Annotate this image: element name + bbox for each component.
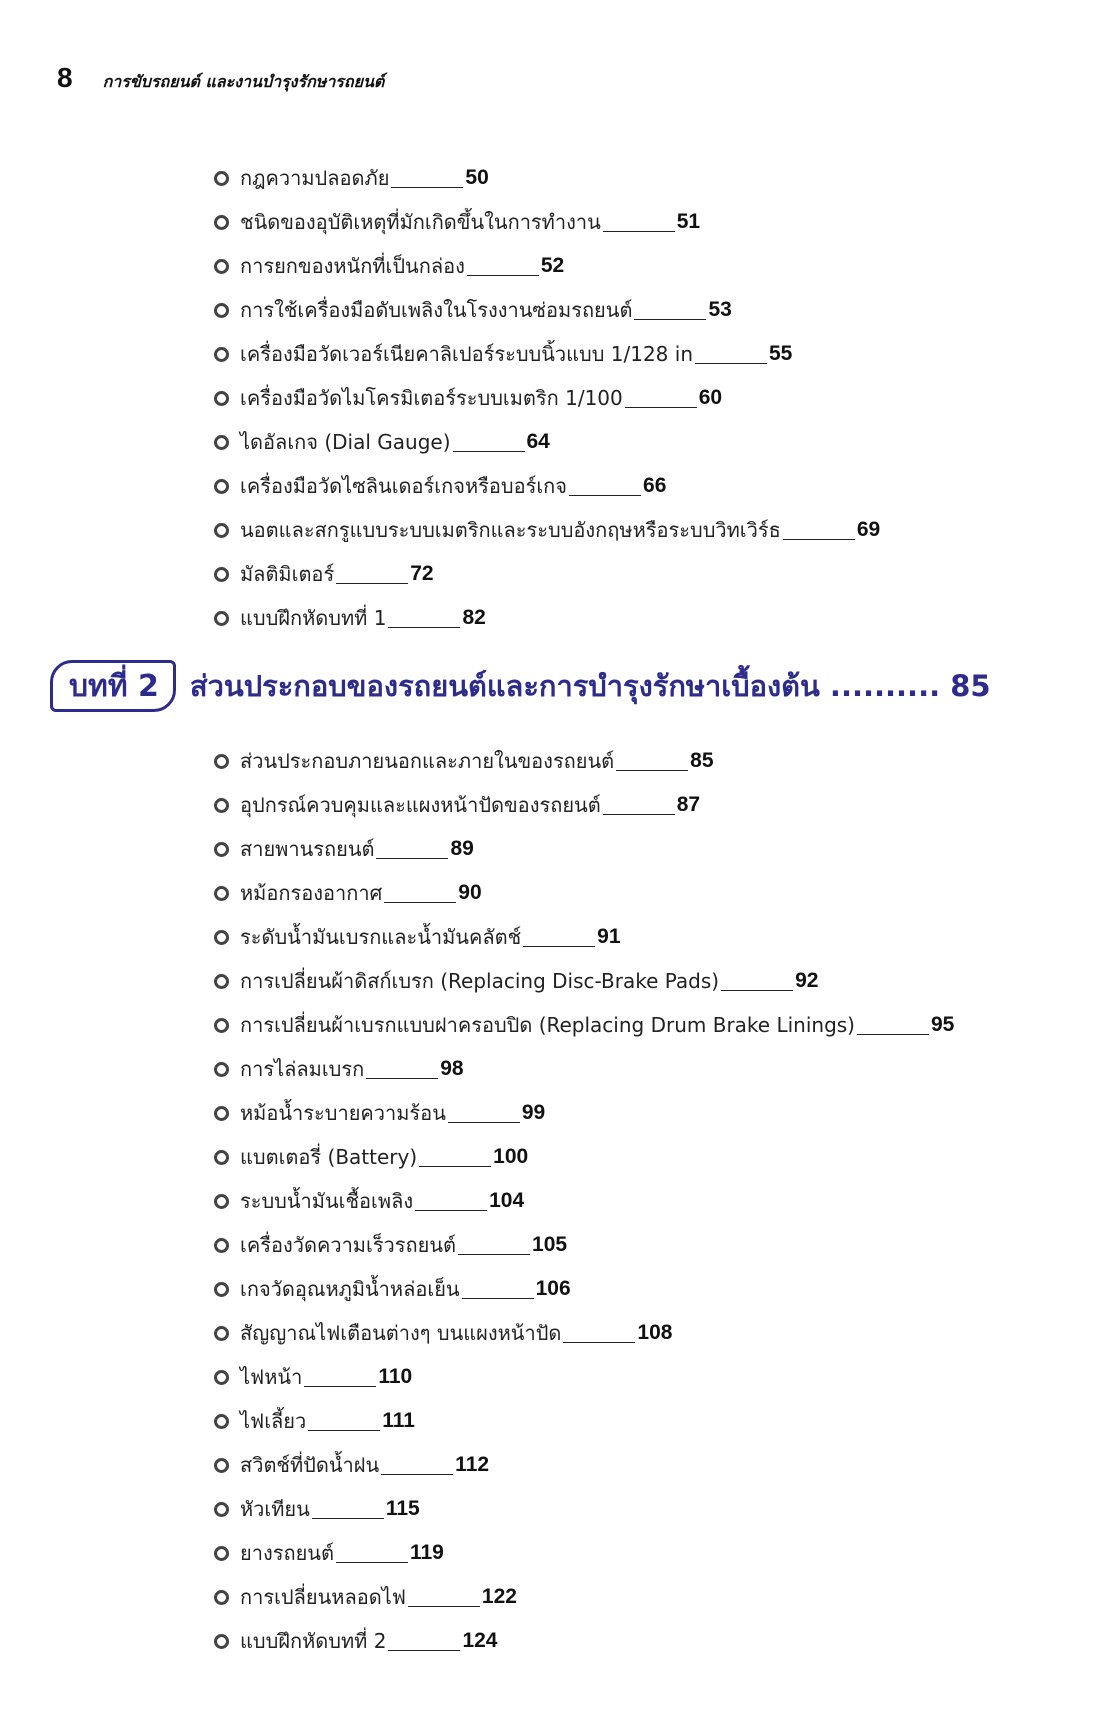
bullet-icon — [214, 1634, 229, 1649]
toc-entry-title: กฎความปลอดภัย — [240, 166, 390, 190]
bullet-icon — [214, 1326, 229, 1341]
bullet-icon — [214, 974, 229, 989]
toc-entry — [214, 244, 880, 288]
bullet-icon — [214, 1194, 229, 1209]
toc-entry-page: 55 — [769, 342, 793, 365]
page-header — [57, 62, 384, 95]
toc-entry — [214, 871, 954, 915]
toc-entry-page: 110 — [378, 1365, 413, 1388]
toc-entry-title: สายพานรถยนต์ — [240, 837, 375, 861]
bullet-icon — [214, 611, 229, 626]
leader-line — [695, 362, 767, 364]
bullet-icon — [214, 1546, 229, 1561]
chapter-title: ส่วนประกอบของรถยนต์และการบำรุงรักษาเบื้องต้น .......... 85 — [189, 669, 991, 703]
toc-entry — [214, 1003, 954, 1047]
toc-entry-page: 108 — [637, 1321, 673, 1344]
toc-entry-page: 115 — [385, 1497, 420, 1520]
toc-entry — [214, 827, 954, 871]
leader-line — [415, 1209, 487, 1211]
toc-entry — [214, 1311, 954, 1355]
toc-entry-title: ไดอัลเกจ (Dial Gauge) — [240, 430, 451, 454]
toc-entry-page: 82 — [462, 606, 486, 629]
leader-line — [603, 813, 675, 815]
bullet-icon — [214, 303, 229, 318]
toc-entry — [214, 1487, 954, 1531]
toc-entry-title: หม้อกรองอากาศ — [240, 881, 383, 905]
toc-entry — [214, 288, 880, 332]
toc-entry-title: ระบบน้ำมันเชื้อเพลิง — [240, 1189, 414, 1213]
toc-entry — [214, 1223, 954, 1267]
toc-entry-page: 60 — [698, 386, 723, 409]
leader-line — [462, 1297, 534, 1299]
toc-entry-page: 85 — [690, 749, 714, 772]
bullet-icon — [214, 886, 229, 901]
toc-entry — [214, 915, 954, 959]
toc-entry — [214, 739, 954, 783]
toc-entry-page: 66 — [643, 474, 667, 497]
leader-line — [458, 1253, 530, 1255]
leader-line — [304, 1385, 376, 1387]
bullet-icon — [214, 1062, 229, 1077]
leader-line — [408, 1605, 480, 1607]
running-title: การขับรถยนต์ และงานบำรุงรักษารถยนต์ — [102, 72, 385, 91]
chapter-two-heading — [50, 660, 991, 712]
bullet-icon — [214, 347, 229, 362]
toc-entry — [214, 200, 880, 244]
toc-entry-title: สวิตช์ที่ปัดน้ำฝน — [240, 1453, 380, 1477]
toc-entry — [214, 420, 880, 464]
bullet-icon — [214, 1238, 229, 1253]
chapter-one-list — [214, 156, 880, 640]
toc-entry-title: แบตเตอรี่ (Battery) — [240, 1145, 418, 1169]
toc-entry — [214, 959, 954, 1003]
toc-entry — [214, 156, 880, 200]
toc-entry-page: 124 — [462, 1629, 498, 1652]
toc-entry-title: การเปลี่ยนหลอดไฟ — [240, 1585, 406, 1609]
toc-entry-page: 53 — [708, 298, 732, 321]
leader-line — [625, 406, 697, 408]
toc-entry-page: 119 — [409, 1541, 444, 1564]
toc-entry — [214, 552, 880, 596]
bullet-icon — [214, 1018, 229, 1033]
leader-line — [376, 857, 448, 859]
toc-entry-title: แบบฝึกหัดบทที่ 1 — [240, 606, 387, 630]
chapter-two-list — [214, 739, 954, 1663]
toc-entry — [214, 1135, 954, 1179]
toc-entry — [214, 508, 880, 552]
leader-line — [857, 1033, 929, 1035]
toc-entry — [214, 1355, 954, 1399]
toc-entry-page: 89 — [450, 837, 474, 860]
toc-entry-page: 111 — [382, 1409, 415, 1432]
toc-entry — [214, 1619, 954, 1663]
toc-entry-page: 69 — [856, 518, 881, 541]
bullet-icon — [214, 523, 229, 538]
leader-line — [563, 1341, 635, 1343]
toc-entry-title: เกจวัดอุณหภูมิน้ำหล่อเย็น — [240, 1277, 460, 1301]
toc-entry-title: ชนิดของอุบัติเหตุที่มักเกิดขึ้นในการทำงาน — [240, 210, 601, 234]
toc-entry-page: 87 — [676, 793, 701, 816]
toc-entry-page: 51 — [676, 210, 701, 233]
bullet-icon — [214, 567, 229, 582]
toc-entry — [214, 1047, 954, 1091]
toc-entry-title: นอตและสกรูแบบระบบเมตริกและระบบอังกฤษหรือระบบวิทเวิร์ธ — [240, 518, 781, 542]
toc-entry-title: การเปลี่ยนผ้าดิสก์เบรก (Replacing Disc-Brake Pads) — [240, 969, 720, 993]
leader-line — [388, 1649, 460, 1651]
toc-entry-title: การใช้เครื่องมือดับเพลิงในโรงงานซ่อมรถยนต์ — [240, 298, 633, 322]
bullet-icon — [214, 1590, 229, 1605]
toc-entry-title: ระดับน้ำมันเบรกและน้ำมันคลัตช์ — [240, 925, 522, 949]
toc-entry-title: เครื่องมือวัดไมโครมิเตอร์ระบบเมตริก 1/100 — [240, 386, 623, 410]
leader-line — [616, 769, 688, 771]
bullet-icon — [214, 1150, 229, 1165]
toc-entry-title: สัญญาณไฟเตือนต่างๆ บนแผงหน้าปัด — [240, 1321, 562, 1345]
bullet-icon — [214, 171, 229, 186]
toc-entry-title: การยกของหนักที่เป็นกล่อง — [240, 254, 465, 278]
leader-line — [783, 538, 855, 540]
toc-entry-page: 99 — [521, 1101, 546, 1124]
leader-line — [308, 1429, 380, 1431]
toc-entry-page: 92 — [795, 969, 819, 992]
toc-entry — [214, 596, 880, 640]
bullet-icon — [214, 1282, 229, 1297]
toc-entry — [214, 376, 880, 420]
toc-entry-page: 100 — [493, 1145, 529, 1168]
leader-line — [453, 450, 525, 452]
toc-entry-title: แบบฝึกหัดบทที่ 2 — [240, 1629, 387, 1653]
toc-entry — [214, 783, 954, 827]
toc-entry-page: 64 — [526, 430, 550, 453]
bullet-icon — [214, 479, 229, 494]
toc-entry-title: เครื่องมือวัดเวอร์เนียคาลิเปอร์ระบบนิ้วแบบ 1/128 in — [240, 342, 693, 366]
toc-entry-page: 105 — [532, 1233, 568, 1256]
leader-line — [467, 274, 539, 276]
leader-line — [419, 1165, 491, 1167]
toc-entry-page: 90 — [458, 881, 482, 904]
toc-entry-title: อุปกรณ์ควบคุมและแผงหน้าปัดของรถยนต์ — [240, 793, 601, 817]
bullet-icon — [214, 435, 229, 450]
toc-entry — [214, 1179, 954, 1223]
bullet-icon — [214, 259, 229, 274]
toc-entry — [214, 1091, 954, 1135]
bullet-icon — [214, 754, 229, 769]
leader-line — [312, 1517, 384, 1519]
bullet-icon — [214, 1458, 229, 1473]
toc-entry — [214, 1267, 954, 1311]
leader-line — [336, 1561, 408, 1563]
toc-entry — [214, 1399, 954, 1443]
toc-entry — [214, 1531, 954, 1575]
toc-entry-page: 95 — [930, 1013, 955, 1036]
toc-entry-page: 72 — [410, 562, 434, 585]
leader-line — [634, 318, 706, 320]
toc-entry-page: 104 — [489, 1189, 525, 1212]
toc-entry-title: ไฟเลี้ยว — [240, 1409, 307, 1433]
toc-entry-title: มัลติมิเตอร์ — [240, 562, 335, 586]
bullet-icon — [214, 391, 229, 406]
toc-entry-title: ยางรถยนต์ — [240, 1541, 334, 1565]
leader-line — [336, 582, 408, 584]
leader-line — [448, 1121, 520, 1123]
toc-entry-title: หัวเทียน — [240, 1497, 310, 1521]
leader-line — [366, 1077, 438, 1079]
toc-entry-page: 91 — [597, 925, 621, 948]
toc-entry — [214, 464, 880, 508]
toc-entry-page: 122 — [481, 1585, 517, 1608]
leader-line — [523, 945, 595, 947]
bullet-icon — [214, 1106, 229, 1121]
toc-entry — [214, 332, 880, 376]
leader-line — [388, 626, 460, 628]
leader-line — [569, 494, 641, 496]
bullet-icon — [214, 215, 229, 230]
toc-entry-title: เครื่องวัดความเร็วรถยนต์ — [240, 1233, 457, 1257]
leader-line — [384, 901, 456, 903]
toc-entry — [214, 1575, 954, 1619]
bullet-icon — [214, 798, 229, 813]
chapter-badge: บทที่ 2 — [50, 660, 176, 712]
toc-entry-title: การไล่ลมเบรก — [240, 1057, 365, 1081]
toc-entry-title: เครื่องมือวัดไซลินเดอร์เกจหรือบอร์เกจ — [240, 474, 568, 498]
bullet-icon — [214, 930, 229, 945]
toc-entry-title: หม้อน้ำระบายความร้อน — [240, 1101, 446, 1125]
bullet-icon — [214, 1414, 229, 1429]
toc-entry-page: 112 — [455, 1453, 490, 1476]
leader-line — [381, 1473, 453, 1475]
toc-entry — [214, 1443, 954, 1487]
toc-entry-page: 50 — [465, 166, 489, 189]
toc-entry-title: การเปลี่ยนผ้าเบรกแบบฝาครอบปิด (Replacing Drum Brake Linings) — [240, 1013, 855, 1037]
leader-line — [603, 230, 675, 232]
leader-line — [391, 186, 463, 188]
toc-entry-title: ส่วนประกอบภายนอกและภายในของรถยนต์ — [240, 749, 615, 773]
page-number: 8 — [57, 62, 73, 93]
bullet-icon — [214, 1502, 229, 1517]
bullet-icon — [214, 1370, 229, 1385]
leader-line — [721, 989, 793, 991]
toc-entry-page: 106 — [535, 1277, 571, 1300]
toc-entry-title: ไฟหน้า — [240, 1365, 303, 1389]
toc-entry-page: 52 — [540, 254, 565, 277]
bullet-icon — [214, 842, 229, 857]
toc-entry-page: 98 — [440, 1057, 464, 1080]
